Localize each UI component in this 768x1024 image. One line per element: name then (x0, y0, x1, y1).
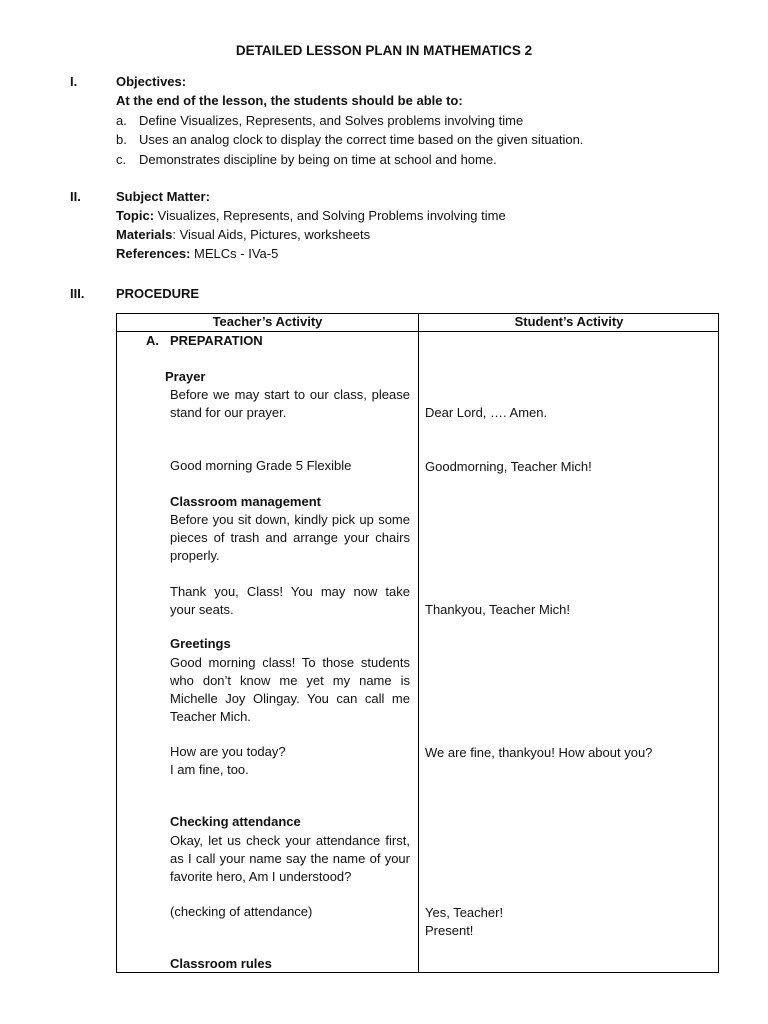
materials-line (116, 227, 370, 242)
how-are-you-response: We are fine, thankyou! How about you? (425, 745, 653, 760)
classroom-rules-heading: Classroom rules (170, 956, 272, 971)
student-activity-header: Student’s Activity (514, 314, 624, 329)
objective-c-text: Demonstrates discipline by being on time at school and home. (139, 152, 497, 167)
references-value: MELCs - IVa-5 (190, 246, 279, 261)
objective-a-text: Define Visualizes, Represents, and Solves problems involving time (139, 113, 524, 128)
thanks-text: Thank you, Class! You may now take your seats. (170, 584, 410, 617)
prayer-response: Dear Lord, …. Amen. (425, 405, 548, 420)
materials-value: : Visual Aids, Pictures, worksheets (172, 227, 371, 242)
prayer-text: Before we may start to our class, please stand for our prayer. (170, 387, 410, 420)
topic-line (116, 208, 506, 223)
document-title: DETAILED LESSON PLAN IN MATHEMATICS 2 (235, 43, 533, 58)
preparation-letter: A. (146, 333, 159, 348)
section-2-heading: Subject Matter: (116, 189, 210, 204)
objectives-intro: At the end of the lesson, the students should be able to: (116, 93, 463, 108)
section-2-numeral: II. (70, 189, 81, 204)
attendance-response-yes: Yes, Teacher! (425, 905, 504, 920)
greet-text: Good morning Grade 5 Flexible (170, 458, 352, 473)
prayer-heading: Prayer (165, 369, 206, 384)
references-line (116, 246, 278, 261)
table-header-divider (116, 331, 719, 332)
greetings-text: Good morning class! To those students who don’t know me yet my name is Michelle Joy Olingay. You can call me Teacher Mich. (170, 655, 410, 724)
thanks-response: Thankyou, Teacher Mich! (425, 602, 570, 617)
attendance-response-present: Present! (425, 923, 474, 938)
preparation-heading: PREPARATION (170, 333, 263, 348)
classroom-management-text: Before you sit down, kindly pick up some pieces of trash and arrange your chairs properly. (170, 512, 410, 563)
greetings-heading: Greetings (170, 636, 231, 651)
objective-b-letter: b. (116, 132, 127, 147)
greet-response: Goodmorning, Teacher Mich! (425, 459, 592, 474)
how-are-you-text: How are you today? (170, 744, 286, 759)
section-3-numeral: III. (70, 286, 85, 301)
materials-label: Materials (116, 227, 173, 242)
classroom-management-heading: Classroom management (170, 494, 321, 509)
topic-value: Visualizes, Represents, and Solving Problems involving time (154, 208, 506, 223)
table-column-divider (418, 313, 419, 973)
references-label: References: (116, 246, 191, 261)
checking-attendance-heading: Checking attendance (170, 814, 301, 829)
objective-a-letter: a. (116, 113, 127, 128)
objective-b-text: Uses an analog clock to display the correct time based on the given situation. (139, 132, 584, 147)
fine-too-text: I am fine, too. (170, 762, 249, 777)
objective-c-letter: c. (116, 152, 127, 167)
section-1-numeral: I. (70, 74, 78, 89)
topic-label: Topic: (116, 208, 155, 223)
checking-attendance-text: Okay, let us check your attendance first, as I call your name say the name of your favorite hero, Am I understood? (170, 833, 410, 884)
checking-attendance-note: (checking of attendance) (170, 904, 313, 919)
section-3-heading: PROCEDURE (116, 286, 200, 301)
teacher-activity-header: Teacher’s Activity (212, 314, 323, 329)
section-1-heading: Objectives: (116, 74, 187, 89)
